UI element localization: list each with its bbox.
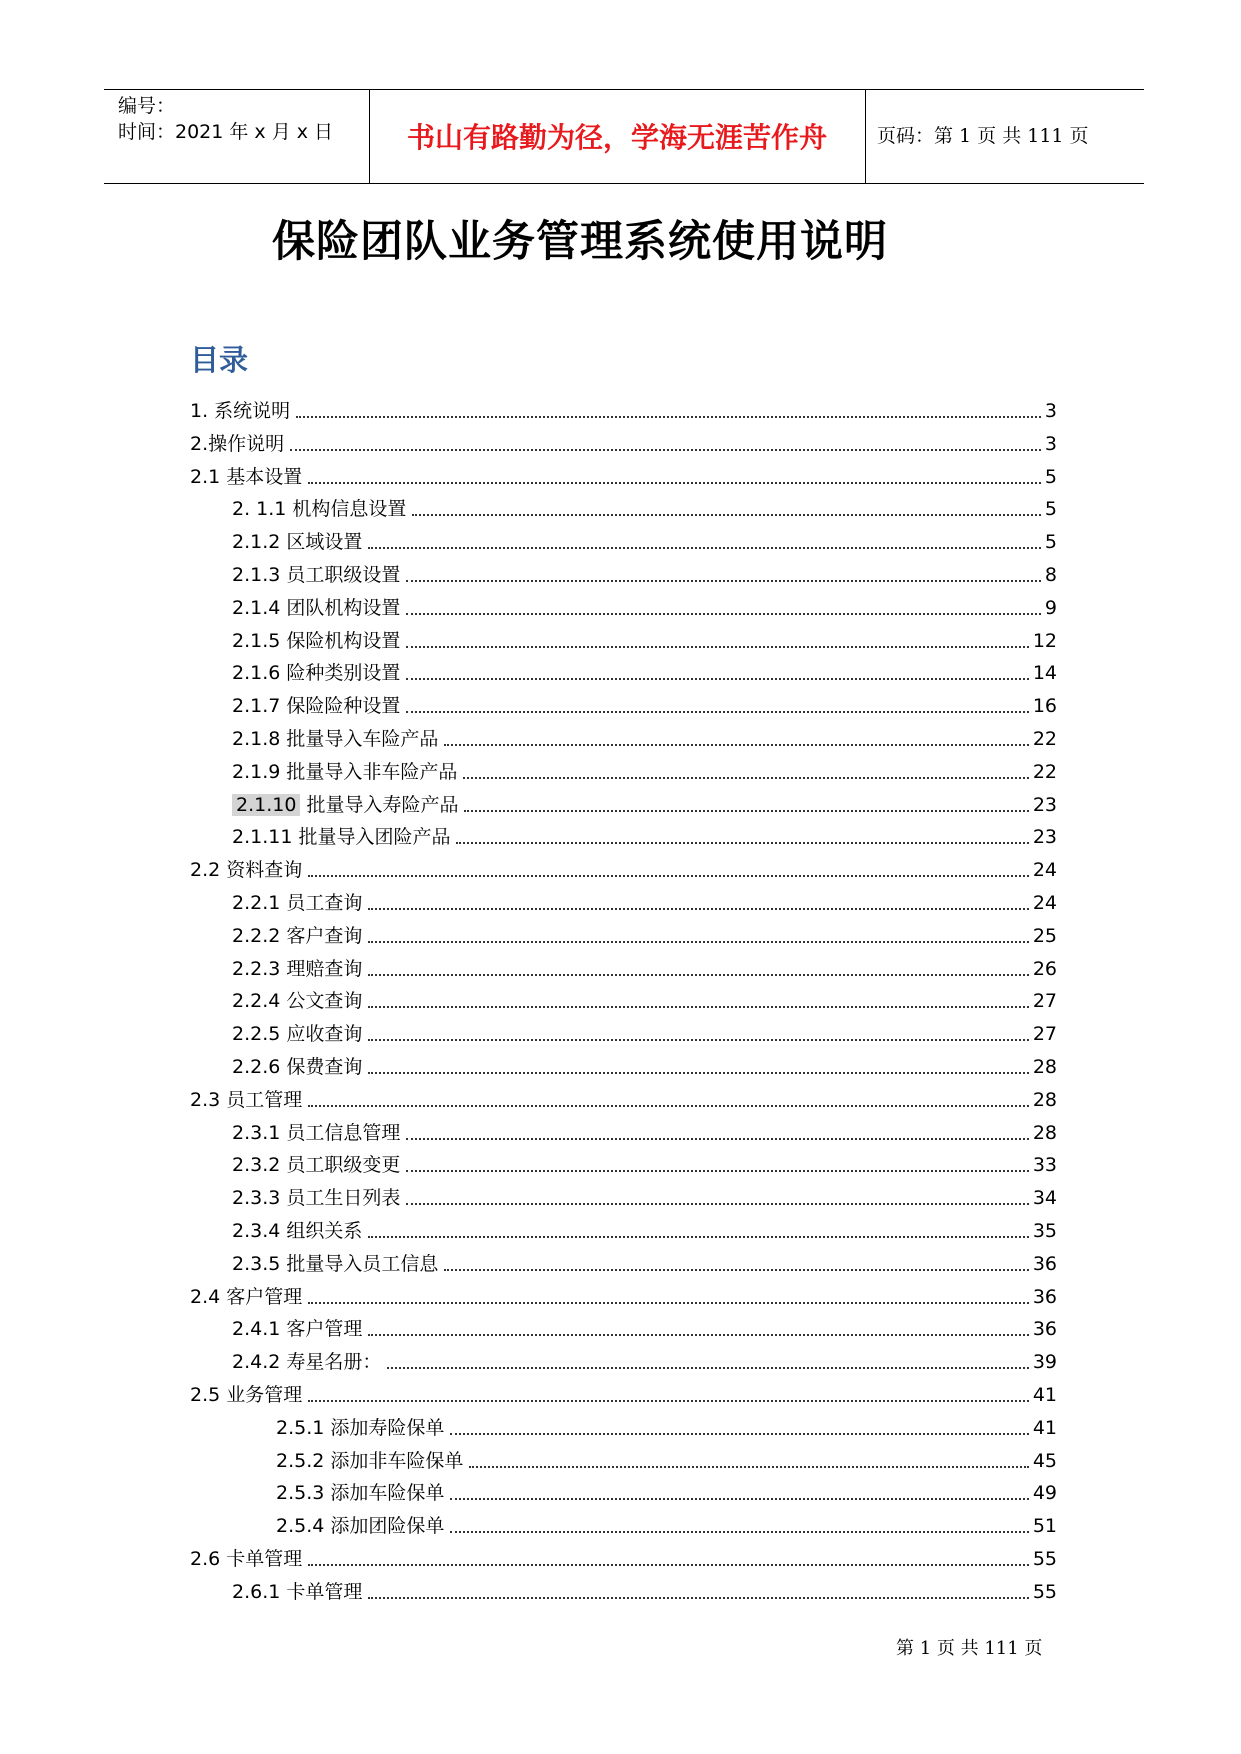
toc-entry-page: 16 xyxy=(1032,695,1057,717)
toc-entry-label: 1. 系统说明 xyxy=(190,400,291,422)
toc-entry[interactable] xyxy=(232,1016,1057,1046)
document-time-label: 时间：2021 年 x 月 x 日 xyxy=(118,121,334,143)
toc-entry-page: 34 xyxy=(1032,1187,1057,1209)
toc-entry-label xyxy=(232,793,458,817)
toc-entry-label: 2.5.4 添加团险保单 xyxy=(276,1515,445,1537)
toc-entry-page: 55 xyxy=(1032,1581,1057,1603)
toc-entry-label: 2.1.3 员工职级设置 xyxy=(232,564,401,586)
toc-dot-leader xyxy=(406,624,1028,648)
toc-entry[interactable] xyxy=(190,852,1057,882)
toc-entry-label: 2.2 资料查询 xyxy=(190,859,303,881)
toc-dot-leader xyxy=(368,1017,1028,1041)
toc-dot-leader xyxy=(368,1312,1028,1336)
toc-entry[interactable] xyxy=(232,721,1057,751)
toc-entry[interactable] xyxy=(276,1475,1057,1505)
toc-dot-leader xyxy=(368,952,1028,976)
toc-dot-leader xyxy=(456,820,1028,844)
toc-entry-page: 35 xyxy=(1032,1220,1057,1242)
toc-entry-page: 26 xyxy=(1032,958,1057,980)
toc-dot-leader xyxy=(406,689,1028,713)
toc-dot-leader xyxy=(464,788,1028,812)
toc-dot-leader xyxy=(308,1280,1029,1304)
toc-entry[interactable] xyxy=(190,426,1057,456)
toc-dot-leader xyxy=(368,886,1028,910)
toc-entry-label: 2.5 业务管理 xyxy=(190,1384,303,1406)
toc-entry-page: 24 xyxy=(1032,892,1057,914)
toc-entry[interactable] xyxy=(276,1508,1057,1538)
toc-entry-page: 25 xyxy=(1032,925,1057,947)
toc-entry[interactable] xyxy=(232,1311,1057,1341)
toc-entry-label: 2. 1.1 机构信息设置 xyxy=(232,498,407,520)
toc-entry[interactable] xyxy=(232,590,1057,620)
header-page-info: 页码：第 1 页 共 111 页 xyxy=(877,125,1089,147)
toc-entry-label: 2.5.3 添加车险保单 xyxy=(276,1482,445,1504)
toc-entry[interactable] xyxy=(232,1049,1057,1079)
toc-entry[interactable] xyxy=(232,1147,1057,1177)
toc-entry-page: 9 xyxy=(1044,597,1057,619)
toc-entry[interactable] xyxy=(232,524,1057,554)
toc-entry[interactable] xyxy=(190,459,1057,489)
toc-entry-label: 2.2.2 客户查询 xyxy=(232,925,363,947)
toc-entry[interactable] xyxy=(232,918,1057,948)
toc-entry-label: 2.1.2 区域设置 xyxy=(232,531,363,553)
toc-dot-leader xyxy=(308,853,1029,877)
toc-dot-leader xyxy=(450,1509,1028,1533)
toc-dot-leader xyxy=(444,1247,1028,1271)
toc-entry-label: 2.3.2 员工职级变更 xyxy=(232,1154,401,1176)
toc-entry[interactable] xyxy=(232,1246,1057,1276)
toc-entry-page: 33 xyxy=(1032,1154,1057,1176)
toc-entry-page: 5 xyxy=(1044,531,1057,553)
toc-dot-leader xyxy=(406,1181,1028,1205)
toc-entry-number-highlight: 2.1.10 xyxy=(232,794,300,816)
toc-dot-leader xyxy=(308,1083,1029,1107)
toc-entry[interactable] xyxy=(232,1213,1057,1243)
toc-entry[interactable] xyxy=(276,1410,1057,1440)
toc-entry-label: 2.3.3 员工生日列表 xyxy=(232,1187,401,1209)
toc-entry[interactable] xyxy=(190,1082,1057,1112)
toc-entry-page: 28 xyxy=(1032,1056,1057,1078)
toc-entry-label: 2.4.1 客户管理 xyxy=(232,1318,363,1340)
toc-entry-page: 39 xyxy=(1032,1351,1057,1373)
toc-entry[interactable] xyxy=(190,393,1057,423)
header-right-cell xyxy=(865,90,1144,183)
page-footer: 第 1 页 共 111 页 xyxy=(896,1638,1043,1659)
header-left-cell xyxy=(104,90,370,183)
toc-dot-leader xyxy=(308,1542,1029,1566)
toc-entry-page: 28 xyxy=(1032,1089,1057,1111)
toc-entry-label: 2.5.2 添加非车险保单 xyxy=(276,1450,464,1472)
toc-dot-leader xyxy=(368,984,1028,1008)
toc-entry-label: 2.1.5 保险机构设置 xyxy=(232,630,401,652)
toc-dot-leader xyxy=(368,1050,1028,1074)
toc-entry-page: 3 xyxy=(1044,433,1057,455)
toc-entry-page: 28 xyxy=(1032,1122,1057,1144)
toc-entry-label: 2.1.11 批量导入团险产品 xyxy=(232,826,451,848)
toc-entry-page: 36 xyxy=(1032,1286,1057,1308)
toc-dot-leader xyxy=(368,919,1028,943)
toc-entry-label: 2.2.6 保费查询 xyxy=(232,1056,363,1078)
toc-entry-page: 24 xyxy=(1032,859,1057,881)
toc-dot-leader xyxy=(450,1411,1028,1435)
toc-heading: 目录 xyxy=(190,343,249,377)
toc-entry-label: 2.2.3 理赔查询 xyxy=(232,958,363,980)
toc-entry-page: 27 xyxy=(1032,990,1057,1012)
toc-entry-page: 49 xyxy=(1032,1482,1057,1504)
toc-entry[interactable] xyxy=(232,1344,1057,1374)
toc-entry-page: 51 xyxy=(1032,1515,1057,1537)
toc-entry-label: 2.1.8 批量导入车险产品 xyxy=(232,728,439,750)
toc-entry-label: 2.2.1 员工查询 xyxy=(232,892,363,914)
toc-entry-page: 12 xyxy=(1032,630,1057,652)
toc-entry[interactable] xyxy=(190,1541,1057,1571)
toc-entry-page: 41 xyxy=(1032,1417,1057,1439)
toc-entry[interactable] xyxy=(232,754,1057,784)
document-title: 保险团队业务管理系统使用说明 xyxy=(272,217,888,267)
toc-entry-page: 3 xyxy=(1044,400,1057,422)
toc-entry-label: 2.1.9 批量导入非车险产品 xyxy=(232,761,458,783)
toc-entry[interactable] xyxy=(232,688,1057,718)
toc-dot-leader xyxy=(296,394,1041,418)
toc-dot-leader xyxy=(412,492,1040,516)
toc-entry-page: 5 xyxy=(1044,498,1057,520)
toc-entry-label: 2.6.1 卡单管理 xyxy=(232,1581,363,1603)
toc-dot-leader xyxy=(444,722,1028,746)
toc-entry[interactable] xyxy=(232,819,1057,849)
toc-entry[interactable] xyxy=(232,1115,1057,1145)
toc-entry-page: 45 xyxy=(1032,1450,1057,1472)
toc-entry-page: 23 xyxy=(1032,826,1057,848)
page-header xyxy=(104,89,1144,184)
toc-entry-label: 2.6 卡单管理 xyxy=(190,1548,303,1570)
toc-entry-page: 22 xyxy=(1032,761,1057,783)
toc-dot-leader xyxy=(406,558,1041,582)
toc-entry[interactable] xyxy=(232,787,1057,817)
toc-dot-leader xyxy=(387,1345,1028,1369)
toc-dot-leader xyxy=(368,525,1041,549)
header-middle-cell xyxy=(369,90,866,183)
toc-entry-label: 2.3.1 员工信息管理 xyxy=(232,1122,401,1144)
toc-entry-page: 41 xyxy=(1032,1384,1057,1406)
toc-dot-leader xyxy=(469,1444,1028,1468)
toc-entry-label: 2.1.4 团队机构设置 xyxy=(232,597,401,619)
toc-dot-leader xyxy=(463,755,1028,779)
toc-entry-label: 2.5.1 添加寿险保单 xyxy=(276,1417,445,1439)
toc-entry-label: 2.3.4 组织关系 xyxy=(232,1220,363,1242)
toc-entry[interactable] xyxy=(190,1377,1057,1407)
toc-dot-leader xyxy=(368,1575,1028,1599)
toc-entry-page: 27 xyxy=(1032,1023,1057,1045)
toc-entry-label: 2.3.5 批量导入员工信息 xyxy=(232,1253,439,1275)
toc-entry[interactable] xyxy=(232,885,1057,915)
toc-entry-label: 2.1.7 保险险种设置 xyxy=(232,695,401,717)
toc-entry[interactable] xyxy=(276,1443,1057,1473)
toc-entry[interactable] xyxy=(232,983,1057,1013)
toc-entry-page: 36 xyxy=(1032,1318,1057,1340)
header-motto: 书山有路勤为径，学海无涯苦作舟 xyxy=(406,121,827,154)
toc-entry-label: 2.操作说明 xyxy=(190,433,285,455)
toc-dot-leader xyxy=(368,1214,1028,1238)
toc-entry-label: 2.2.4 公文查询 xyxy=(232,990,363,1012)
toc-entry-page: 22 xyxy=(1032,728,1057,750)
toc-dot-leader xyxy=(290,427,1041,451)
toc-entry-label: 2.3 员工管理 xyxy=(190,1089,303,1111)
toc-dot-leader xyxy=(406,656,1028,680)
toc-entry-label: 2.4.2 寿星名册： xyxy=(232,1351,382,1373)
toc-entry-page: 14 xyxy=(1032,662,1057,684)
toc-entry[interactable] xyxy=(232,623,1057,653)
toc-entry[interactable] xyxy=(232,557,1057,587)
toc-dot-leader xyxy=(406,1148,1028,1172)
toc-entry-page: 23 xyxy=(1032,794,1057,816)
document-number-label: 编号： xyxy=(118,95,176,117)
toc-entry[interactable] xyxy=(232,655,1057,685)
toc-entry[interactable] xyxy=(232,951,1057,981)
toc-dot-leader xyxy=(450,1476,1028,1500)
toc-entry-page: 36 xyxy=(1032,1253,1057,1275)
toc-entry-label: 2.2.5 应收查询 xyxy=(232,1023,363,1045)
toc-dot-leader xyxy=(406,1116,1028,1140)
toc-entry[interactable] xyxy=(232,1574,1057,1604)
toc-entry-page: 5 xyxy=(1044,466,1057,488)
toc-entry-label: 2.1 基本设置 xyxy=(190,466,303,488)
toc-entry[interactable] xyxy=(232,1180,1057,1210)
toc-entry-page: 8 xyxy=(1044,564,1057,586)
toc-entry-label: 2.4 客户管理 xyxy=(190,1286,303,1308)
toc-entry[interactable] xyxy=(232,491,1057,521)
toc-entry-title: 批量导入寿险产品 xyxy=(300,794,459,816)
toc-entry[interactable] xyxy=(190,1279,1057,1309)
toc-dot-leader xyxy=(406,591,1041,615)
toc-dot-leader xyxy=(308,1378,1029,1402)
toc-dot-leader xyxy=(308,460,1041,484)
toc-entry-page: 55 xyxy=(1032,1548,1057,1570)
toc-entry-label: 2.1.6 险种类别设置 xyxy=(232,662,401,684)
